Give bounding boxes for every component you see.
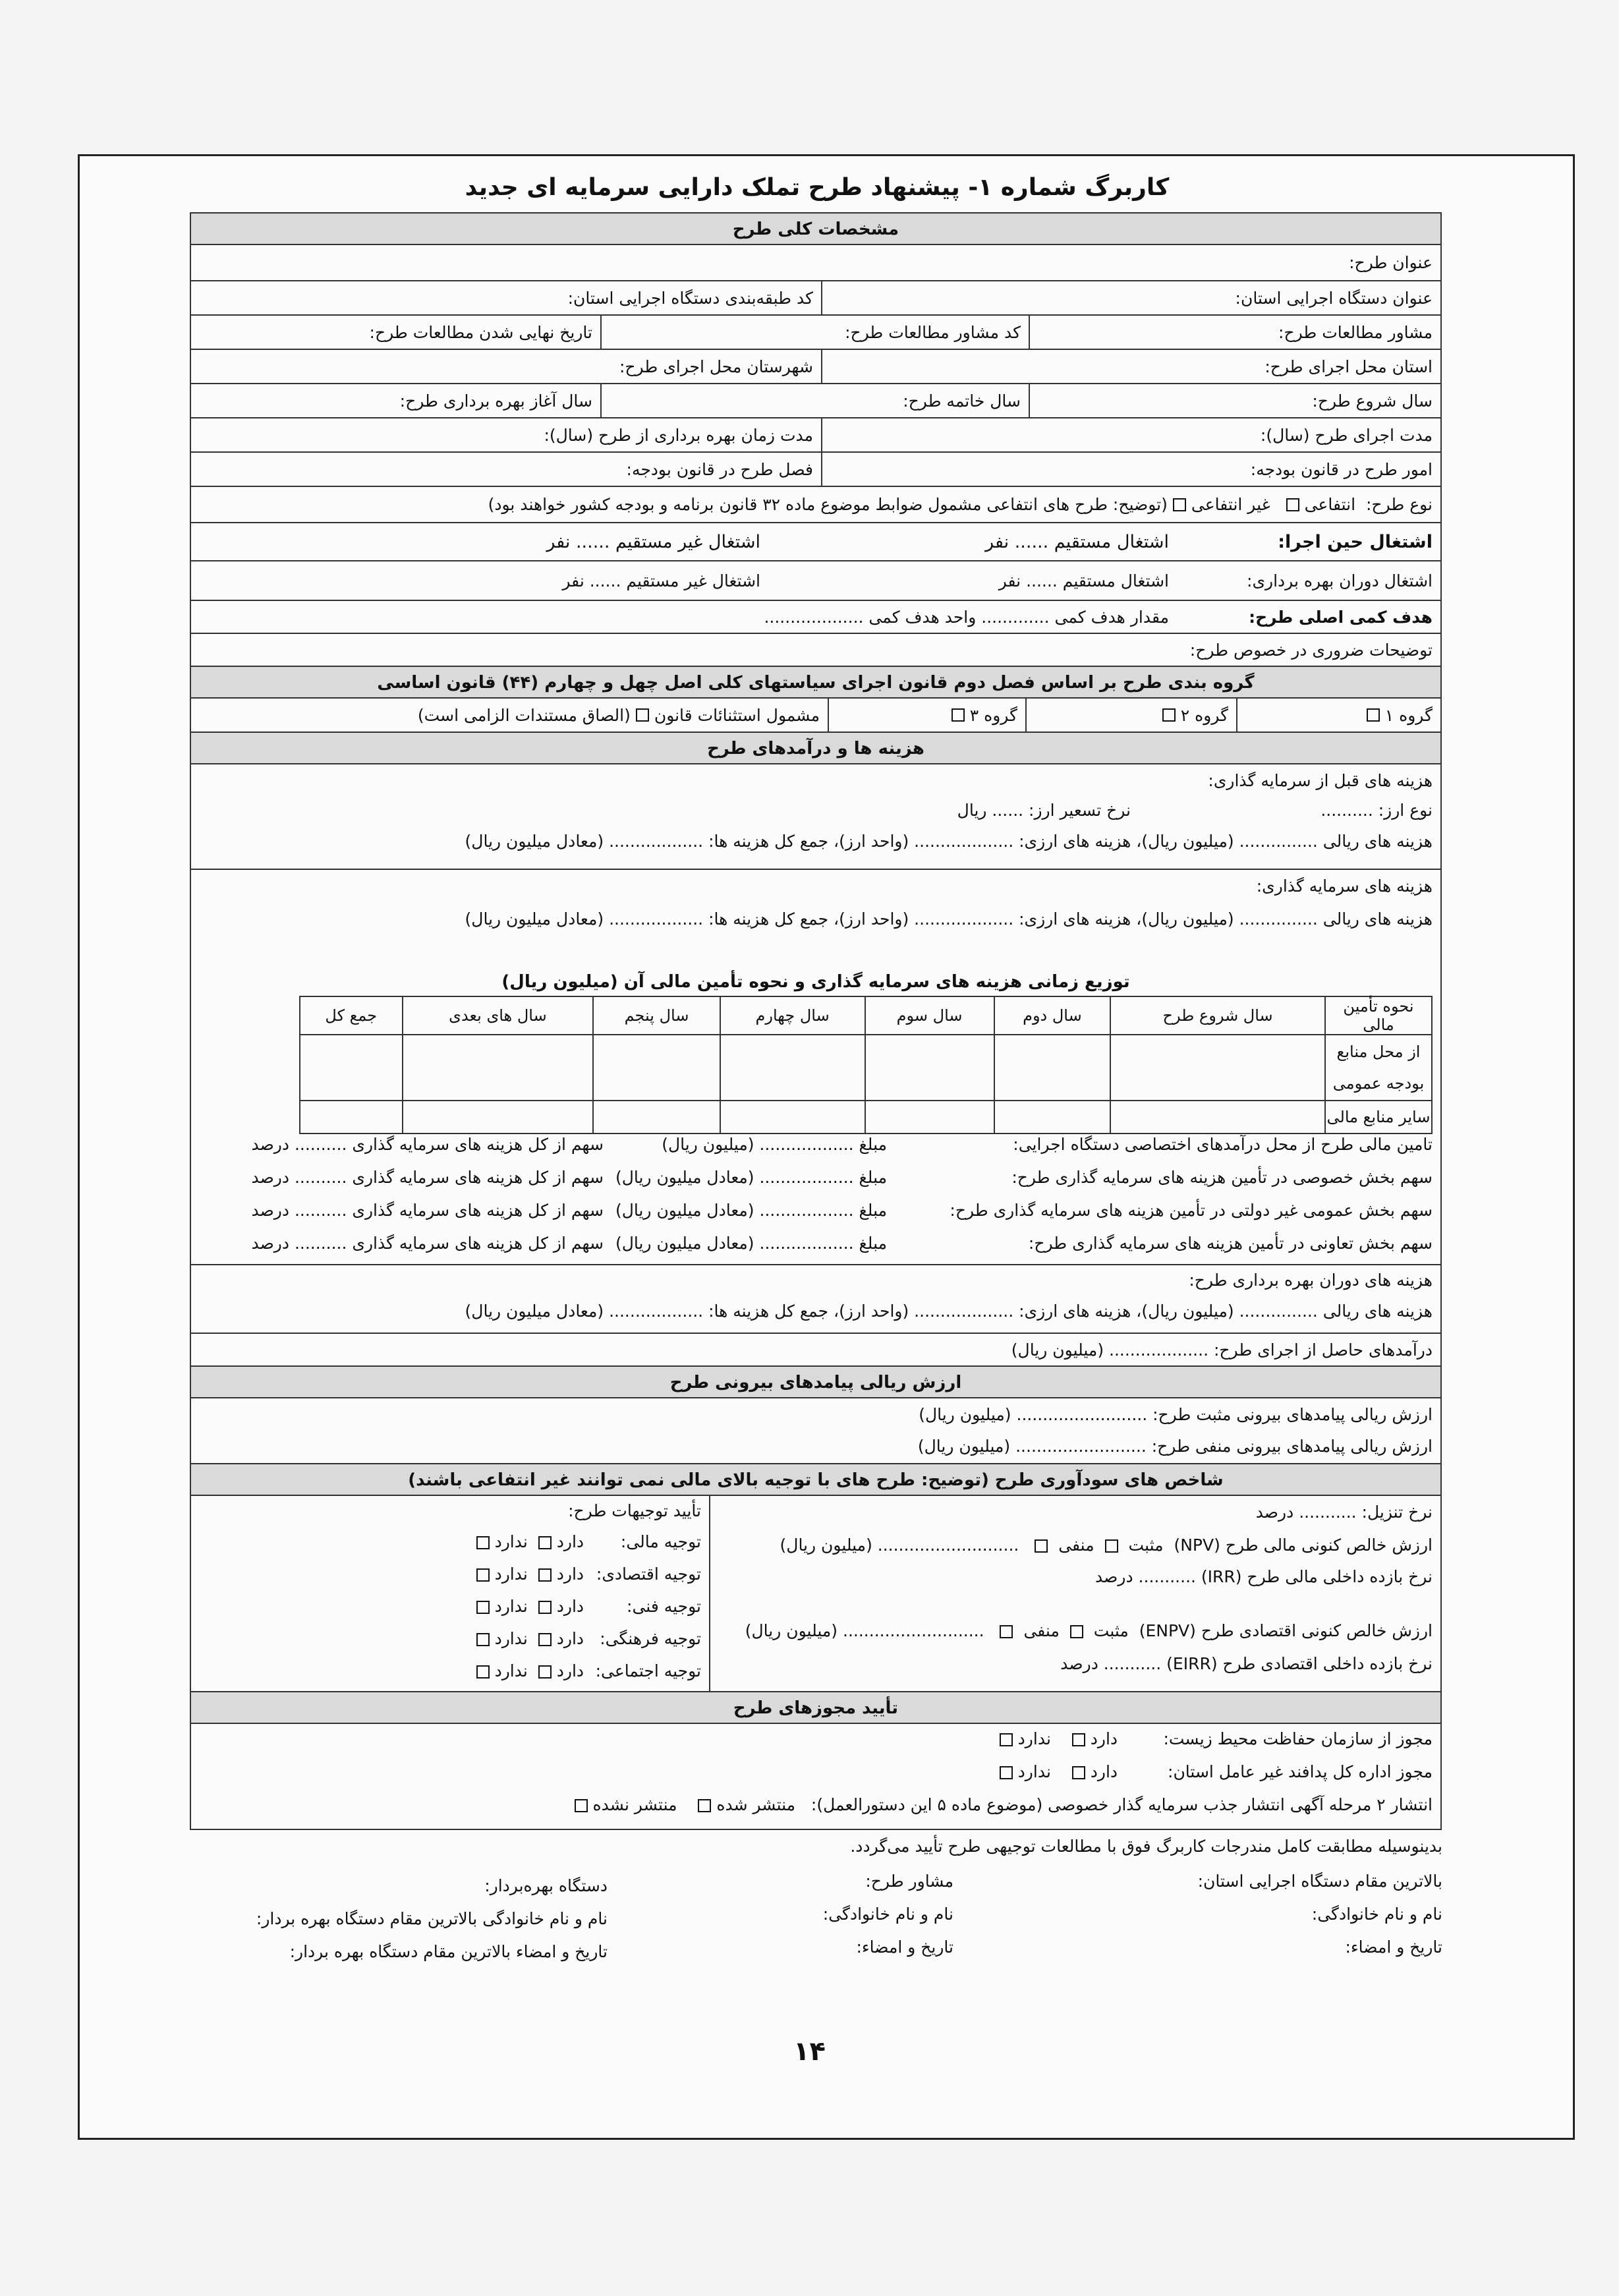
budget-affairs-field[interactable]: امور طرح در قانون بودجه:	[821, 453, 1440, 486]
discount-rate-field[interactable]: نرخ تنزیل: ........... درصد	[1255, 1503, 1433, 1522]
sig-consultant: مشاور طرح:	[865, 1872, 953, 1891]
sig-consultant-name[interactable]: نام و نام خانوادگی:	[822, 1905, 953, 1924]
enpv-label: ارزش خالص کنونی اقتصادی طرح (ENPV)	[1139, 1621, 1433, 1640]
enpv-positive-label: مثبت	[1093, 1621, 1129, 1640]
hasnot-label: ندارد	[494, 1564, 528, 1584]
defense-hasnot-checkbox[interactable]	[1000, 1766, 1013, 1779]
npv-label: ارزش خالص کنونی مالی طرح (NPV)	[1174, 1535, 1433, 1555]
employment-exec-label: اشتغال حین اجرا:	[1278, 531, 1433, 552]
exchange-rate-field[interactable]: نرخ تسعیر ارز: ...... ریال	[957, 801, 1131, 820]
hasnot-checkbox[interactable]	[476, 1665, 490, 1679]
hasnot-checkbox[interactable]	[476, 1601, 490, 1614]
justification-label: توجیه اقتصادی:	[596, 1564, 701, 1584]
row-years	[191, 384, 1440, 418]
distribution-title: توزیع زمانی هزینه های سرمایه گذاری و نحوه تأمین مالی آن (میلیون ریال)	[501, 972, 1130, 992]
enpv-negative-checkbox[interactable]	[1000, 1625, 1013, 1638]
type-transfer-label: انتفاعی	[1304, 495, 1356, 514]
province-field[interactable]: استان محل اجرای طرح:	[821, 350, 1440, 383]
invest-costs-field[interactable]: هزینه های ریالی ............... (میلیون ریال)، هزینه های ارزی: ................... (واحد ارز)، جمع کل هزینه ها: .................. (معادل میلیون ریال)	[465, 909, 1433, 929]
operation-duration-field[interactable]: مدت زمان بهره برداری از طرح (سال):	[544, 425, 813, 445]
block-pre-invest	[191, 764, 1440, 870]
block-financing-shares	[191, 1128, 1440, 1265]
table-cell[interactable]	[865, 1035, 994, 1101]
project-title-field[interactable]: عنوان طرح:	[1349, 253, 1433, 272]
table-cell[interactable]	[994, 1035, 1110, 1101]
npv-amount-field[interactable]: ........................... (میلیون ریال)	[780, 1535, 1019, 1555]
table-header: سال چهارم	[720, 996, 865, 1035]
not-published-label: منتشر نشده	[592, 1795, 677, 1814]
form-title: کاربرگ شماره ۱- پیشنهاد طرح تملک دارایی سرمایه ای جدید	[465, 174, 1170, 201]
necessary-notes-field[interactable]: توضیحات ضروری در خصوص طرح:	[1189, 640, 1433, 660]
table-cell[interactable]	[720, 1035, 865, 1101]
block-external	[191, 1398, 1440, 1464]
row-duration	[191, 418, 1440, 453]
npv-negative-checkbox[interactable]	[1035, 1539, 1048, 1553]
npv-positive-checkbox[interactable]	[1105, 1539, 1118, 1553]
group1-label: گروه ۱	[1384, 705, 1433, 725]
table-header: سال دوم	[994, 996, 1110, 1035]
not-published-checkbox[interactable]	[575, 1799, 588, 1812]
table-header: نحوه تأمین مالی	[1325, 996, 1432, 1035]
hasnot-checkbox[interactable]	[476, 1568, 490, 1582]
hasnot-label: ندارد	[494, 1597, 528, 1616]
group3-label: گروه ۳	[969, 705, 1017, 725]
fin-row-share[interactable]: سهم از کل هزینه های سرمایه گذاری .......... درصد	[251, 1135, 604, 1154]
justifications-panel	[188, 1496, 709, 1691]
agency-code-field[interactable]: کد طبقه‌بندی دستگاه اجرایی استان:	[567, 288, 813, 308]
currency-type-field[interactable]: نوع ارز: ..........	[1321, 801, 1433, 820]
table-header: سال پنجم	[593, 996, 720, 1035]
npv-negative-label: منفی	[1058, 1535, 1094, 1555]
irr-field[interactable]: نرخ بازده داخلی مالی طرح (IRR) ........... درصد	[1095, 1567, 1433, 1586]
sig-agency-sign[interactable]: تاریخ و امضاء:	[1345, 1937, 1442, 1957]
sig-operator: دستگاه بهره‌بردار:	[484, 1876, 608, 1895]
table-cell[interactable]	[593, 1035, 720, 1101]
fin-row-amount[interactable]: مبلغ .................. (معادل میلیون ریال)	[615, 1168, 887, 1187]
exceptions-checkbox[interactable]	[636, 708, 649, 722]
hasnot-checkbox[interactable]	[476, 1633, 490, 1646]
consultant-field[interactable]: مشاور مطالعات طرح:	[1029, 316, 1440, 349]
has-checkbox[interactable]	[538, 1601, 552, 1614]
group2-label: گروه ۲	[1180, 705, 1228, 725]
section-header-general: مشخصات کلی طرح	[191, 214, 1440, 245]
profit-indicators	[709, 1496, 1440, 1691]
section-header-external: ارزش ریالی پیامدهای بیرونی طرح	[191, 1367, 1440, 1398]
npv-positive-label: مثبت	[1128, 1535, 1164, 1555]
section-header-profit: شاخص های سودآوری طرح (توضیح: طرح های با توجیه بالای مالی نمی توانند غیر انتفاعی باشند)	[191, 1464, 1440, 1496]
section-header-grouping: گروه بندی طرح بر اساس فصل دوم قانون اجرای سیاستهای کلی اصل چهل و چهارم (۴۴) قانون اساسی	[191, 667, 1440, 699]
type-nontransfer-label: غیر انتفاعی	[1191, 495, 1270, 514]
sig-consultant-sign[interactable]: تاریخ و امضاء:	[856, 1937, 953, 1957]
hasnot-label: ندارد	[1017, 1729, 1051, 1748]
defense-has-checkbox[interactable]	[1072, 1766, 1085, 1779]
has-label: دارد	[556, 1564, 584, 1584]
project-form	[190, 212, 1442, 1830]
consultant-code-field[interactable]: کد مشاور مطالعات طرح:	[600, 316, 1029, 349]
type-nontransfer-checkbox[interactable]	[1173, 498, 1186, 511]
has-label: دارد	[1090, 1729, 1118, 1748]
block-profit	[191, 1496, 1440, 1692]
op-costs-label: هزینه های دوران بهره برداری طرح:	[1189, 1271, 1433, 1290]
financing-table	[299, 996, 1433, 1134]
county-field[interactable]: شهرستان محل اجرای طرح:	[619, 357, 813, 376]
justify-title: تأیید توجیهات طرح:	[568, 1501, 701, 1520]
budget-chapter-field[interactable]: فصل طرح در قانون بودجه:	[626, 459, 813, 479]
enpv-positive-checkbox[interactable]	[1070, 1625, 1083, 1638]
op-costs-field[interactable]: هزینه های ریالی ............... (میلیون ریال)، هزینه های ارزی: ................... (واحد ارز)، جمع کل هزینه ها: .................. (معادل میلیون ریال)	[465, 1302, 1433, 1321]
row-label-part: از محل منابع	[1336, 1043, 1421, 1061]
row-project-title	[191, 245, 1440, 281]
type-note: (توضیح: طرح های انتفاعی مشمول ضوابط موضوع ماده ۳۲ قانون برنامه و بودجه کشور خواهند بود)	[488, 495, 1168, 514]
employment-operation-label: اشتغال دوران بهره برداری:	[1247, 571, 1433, 590]
row-project-type	[191, 487, 1440, 523]
fin-row-label: تامین مالی طرح از محل درآمدهای اختصاصی دستگاه اجرایی:	[1013, 1135, 1433, 1154]
duration-field[interactable]: مدت اجرای طرح (سال):	[821, 418, 1440, 451]
sig-agency-name[interactable]: نام و نام خانوادگی:	[1311, 1905, 1442, 1924]
row-location	[191, 350, 1440, 384]
study-date-field[interactable]: تاریخ نهایی شدن مطالعات طرح:	[369, 322, 592, 342]
justification-label: توجیه اجتماعی:	[595, 1661, 701, 1680]
row-employment-operation	[191, 561, 1440, 601]
row-main-goal	[191, 601, 1440, 634]
hasnot-label: ندارد	[494, 1629, 528, 1648]
table-header: سال های بعدی	[403, 996, 594, 1035]
enpv-amount-field[interactable]: ........................... (میلیون ریال)	[745, 1621, 984, 1640]
group1-checkbox[interactable]	[1367, 708, 1380, 722]
table-header: جمع کل	[300, 996, 403, 1035]
employment-op-indirect-field[interactable]: اشتغال غیر مستقیم ...... نفر	[562, 571, 760, 590]
table-row-label: سایر منابع مالی	[1325, 1101, 1432, 1134]
sig-operator-name[interactable]: نام و نام خانوادگی بالاترین مقام دستگاه بهره بردار:	[256, 1909, 608, 1928]
justification-label: توجیه مالی:	[620, 1532, 701, 1551]
published-checkbox[interactable]	[698, 1799, 711, 1812]
sig-operator-sign[interactable]: تاریخ و امضاء بالاترین مقام دستگاه بهره بردار:	[289, 1942, 608, 1961]
exceptions-note: (الصاق مستندات الزامی است)	[417, 705, 631, 725]
start-year-field[interactable]: سال شروع طرح:	[1029, 384, 1440, 417]
fin-row-share[interactable]: سهم از کل هزینه های سرمایه گذاری .......... درصد	[251, 1201, 604, 1220]
fin-row-label: سهم بخش عمومی غیر دولتی در تأمین هزینه های سرمایه گذاری طرح:	[950, 1201, 1433, 1220]
row-revenues	[191, 1334, 1440, 1367]
section-header-permits: تأیید مجوزهای طرح	[191, 1692, 1440, 1724]
hasnot-checkbox[interactable]	[476, 1536, 490, 1549]
employment-indirect-field[interactable]: اشتغال غیر مستقیم ...... نفر	[546, 531, 760, 552]
permit-env-label: مجوز از سازمان حفاظت محیط زیست:	[1163, 1729, 1433, 1748]
revenues-field[interactable]: درآمدهای حاصل از اجرای طرح: ................... (میلیون ریال)	[1011, 1340, 1433, 1360]
justification-label: توجیه فنی:	[627, 1597, 701, 1616]
table-cell[interactable]	[300, 1035, 403, 1101]
has-label: دارد	[1090, 1762, 1118, 1781]
published-label: منتشر شده	[716, 1795, 796, 1814]
declaration-text: بدینوسیله مطابقت کامل مندرجات کاربرگ فوق با مطالعات توجیهی طرح تأیید می‌گردد.	[850, 1837, 1442, 1856]
block-permits	[191, 1724, 1440, 1829]
fin-row-label: سهم بخش خصوصی در تأمین هزینه های سرمایه گذاری طرح:	[1011, 1168, 1433, 1187]
group2-checkbox[interactable]	[1162, 708, 1176, 722]
hasnot-label: ندارد	[1017, 1762, 1051, 1781]
employment-op-direct-field[interactable]: اشتغال مستقیم ...... نفر	[998, 571, 1169, 590]
env-has-checkbox[interactable]	[1072, 1733, 1085, 1746]
eirr-field[interactable]: نرخ بازده داخلی اقتصادی طرح (EIRR) ........... درصد	[1060, 1654, 1433, 1673]
exceptions-label: مشمول استثنائات قانون	[654, 705, 820, 725]
fin-row-share[interactable]: سهم از کل هزینه های سرمایه گذاری .......... درصد	[251, 1234, 604, 1253]
justification-label: توجیه فرهنگی:	[600, 1629, 701, 1648]
row-label-part: بودجه عمومی	[1332, 1074, 1425, 1093]
has-label: دارد	[556, 1661, 584, 1680]
table-header: سال شروع طرح	[1110, 996, 1325, 1035]
type-transfer-checkbox[interactable]	[1286, 498, 1299, 511]
goal-amount-field[interactable]: مقدار هدف کمی ............. واحد هدف کمی ...................	[764, 607, 1169, 627]
has-checkbox[interactable]	[538, 1568, 552, 1582]
invest-label: هزینه های سرمایه گذاری:	[1256, 876, 1433, 896]
type-label: نوع طرح:	[1366, 495, 1433, 514]
agency-title-field[interactable]: عنوان دستگاه اجرایی استان:	[821, 281, 1440, 314]
permit-publish-label: انتشار ۲ مرحله آگهی انتشار جذب سرمایه گذار خصوصی (موضوع ماده ۵ این دستورالعمل):	[810, 1795, 1433, 1814]
fin-row-label: سهم بخش تعاونی در تأمین هزینه های سرمایه گذاری طرح:	[1028, 1234, 1433, 1253]
has-checkbox[interactable]	[538, 1633, 552, 1646]
external-positive-field[interactable]: ارزش ریالی پیامدهای بیرونی مثبت طرح: ......................... (میلیون ریال)	[919, 1405, 1433, 1424]
permit-defense-label: مجوز اداره کل پدافند غیر عامل استان:	[1168, 1762, 1433, 1781]
enpv-negative-label: منفی	[1023, 1621, 1060, 1640]
row-employment-exec	[191, 523, 1440, 561]
row-agency	[191, 281, 1440, 316]
row-budget	[191, 453, 1440, 487]
sig-agency-head: بالاترین مقام دستگاه اجرایی استان:	[1197, 1872, 1442, 1891]
table-cell[interactable]	[403, 1035, 594, 1101]
end-year-field[interactable]: سال خاتمه طرح:	[600, 384, 1029, 417]
has-label: دارد	[556, 1629, 584, 1648]
employment-direct-field[interactable]: اشتغال مستقیم ...... نفر	[985, 531, 1169, 552]
has-label: دارد	[556, 1532, 584, 1551]
pre-invest-label: هزینه های قبل از سرمایه گذاری:	[1208, 771, 1433, 790]
row-consultant	[191, 316, 1440, 350]
fin-row-amount[interactable]: مبلغ .................. (میلیون ریال)	[662, 1135, 887, 1154]
has-checkbox[interactable]	[538, 1665, 552, 1679]
operation-start-field[interactable]: سال آغاز بهره برداری طرح:	[399, 391, 592, 411]
has-checkbox[interactable]	[538, 1536, 552, 1549]
external-negative-field[interactable]: ارزش ریالی پیامدهای بیرونی منفی طرح: ......................... (میلیون ریال)	[917, 1437, 1433, 1456]
fin-row-share[interactable]: سهم از کل هزینه های سرمایه گذاری .......... درصد	[251, 1168, 604, 1187]
group3-checkbox[interactable]	[952, 708, 965, 722]
row-notes	[191, 634, 1440, 667]
hasnot-label: ندارد	[494, 1661, 528, 1680]
section-header-costs: هزینه ها و درآمدهای طرح	[191, 733, 1440, 764]
page-number: ۱۴	[793, 2036, 826, 2067]
pre-invest-costs-field[interactable]: هزینه های ریالی ............... (میلیون ریال)، هزینه های ارزی: ................... (واحد ارز)، جمع کل هزینه ها: .................. (معادل میلیون ریال)	[465, 832, 1433, 851]
fin-row-amount[interactable]: مبلغ .................. (معادل میلیون ریال)	[615, 1201, 887, 1220]
table-row-label	[1325, 1035, 1432, 1101]
hasnot-label: ندارد	[494, 1532, 528, 1551]
row-grouping	[191, 699, 1440, 733]
env-hasnot-checkbox[interactable]	[1000, 1733, 1013, 1746]
table-cell[interactable]	[1110, 1035, 1325, 1101]
main-goal-label: هدف کمی اصلی طرح:	[1249, 607, 1433, 627]
fin-row-amount[interactable]: مبلغ .................. (معادل میلیون ریال)	[615, 1234, 887, 1253]
block-op-costs	[191, 1265, 1440, 1334]
has-label: دارد	[556, 1597, 584, 1616]
table-header: سال سوم	[865, 996, 994, 1035]
